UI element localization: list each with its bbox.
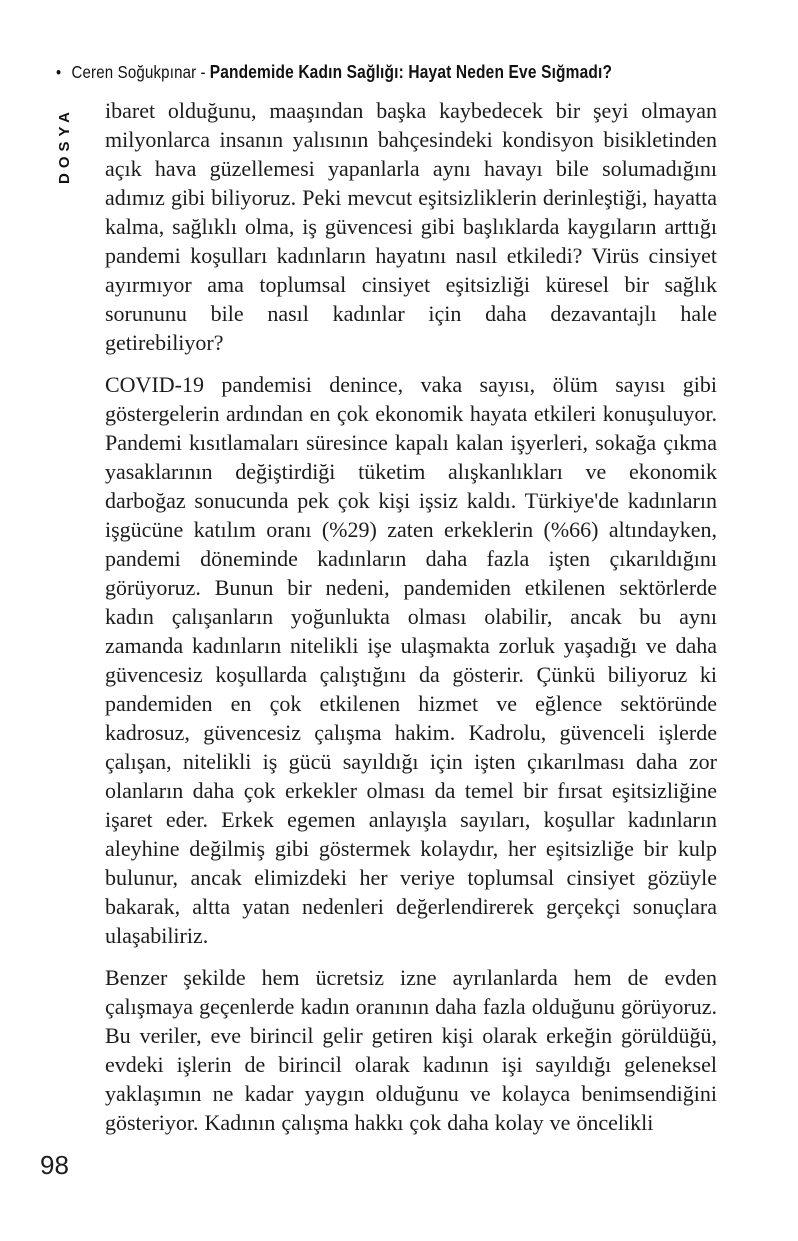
page-number: 98 (40, 1150, 69, 1180)
section-label-vertical: DOSYA (56, 107, 73, 184)
article-body (105, 96, 717, 1150)
article-paragraph: ibaret olduğunu, maaşından başka kaybedecek bir şeyi olmayan milyonlarca insanın yalısının bahçesindeki kondisyon bisikletinden açık hava güzellemesi yapanlarla aynı havayı bile solumadığını adımız gibi biliyoruz. Peki mevcut eşitsizliklerin derinleştiği, hayatta kalma, sağlıklı olma, iş güvencesi gibi başlıklarda kaygıların arttığı pandemi koşulları kadınların hayatını nasıl etkiledi? Virüs cinsiyet ayırmıyor ama toplumsal cinsiyet eşitsizliği küresel bir sağlık sorununu bile nasıl kadınlar için daha dezavantajlı hale getirebiliyor? (105, 98, 717, 355)
article-paragraph: COVID-19 pandemisi denince, vaka sayısı, ölüm sayısı gibi göstergelerin ardından en çok ekonomik hayata etkileri konuşuluyor. Pandemi kısıtlamaları süresince kapalı kalan işyerleri, sokağa çıkma yasaklarının değiştirdiği tüketim alışkanlıkları ve ekonomik darboğaz sonucunda pek çok kişi işsiz kaldı. Türkiye'de kadınların işgücüne katılım oranı (%29) zaten erkeklerin (%66) altındayken, pandemi döneminde kadınların daha fazla işten çıkarıldığını görüyoruz. Bunun bir nedeni, pandemiden etkilenen sektörlerde kadın çalışanların yoğunlukta olması olabilir, ancak bu aynı zamanda kadınların nitelikli işe ulaşmakta zorluk yaşadığı ve daha güvencesiz koşullarda çalıştığını da gösterir. Çünkü biliyoruz ki pandemiden en çok etkilenen hizmet ve eğlence sektöründe kadrosuz, güvencesiz çalışma hakim. Kadrolu, güvenceli işlerde çalışan, nitelikli iş gücü sayıldığı için işten çıkarılması daha zor olanların daha çok erkekler olması da temel bir fırsat eşitsizliğine işaret eder. Erkek egemen anlayışla sayıları, koşullar kadınların aleyhine değilmiş gibi göstermek kolaydır, her eşitsizliğe bir kulp bulunur, ancak elimizdeki her veriye toplumsal cinsiyet gözüyle bakarak, altta yatan nedenleri değerlendirerek gerçekçi sonuçlara ulaşabiliriz. (105, 372, 717, 948)
header-article-title: Pandemide Kadın Sağlığı: Hayat Neden Eve Sığmadı? (209, 62, 613, 82)
running-header (56, 62, 612, 83)
article-paragraph: Benzer şekilde hem ücretsiz izne ayrılanlarda hem de evden çalışmaya geçenlerde kadın oranının daha fazla olduğunu görüyoruz. Bu veriler, eve birincil gelir getiren kişi olarak erkeğin görüldüğü, evdeki işlerin de birincil olarak kadının işi sayıldığı geleneksel yaklaşımın ne kadar yaygın olduğunu ve kolayca benimsendiğini gösteriyor. Kadının çalışma hakkı çok daha kolay ve öncelikli (105, 965, 717, 1135)
header-separator: - (196, 62, 210, 82)
header-bullet-icon: • (56, 63, 62, 82)
header-author: Ceren Soğukpınar (71, 62, 197, 82)
